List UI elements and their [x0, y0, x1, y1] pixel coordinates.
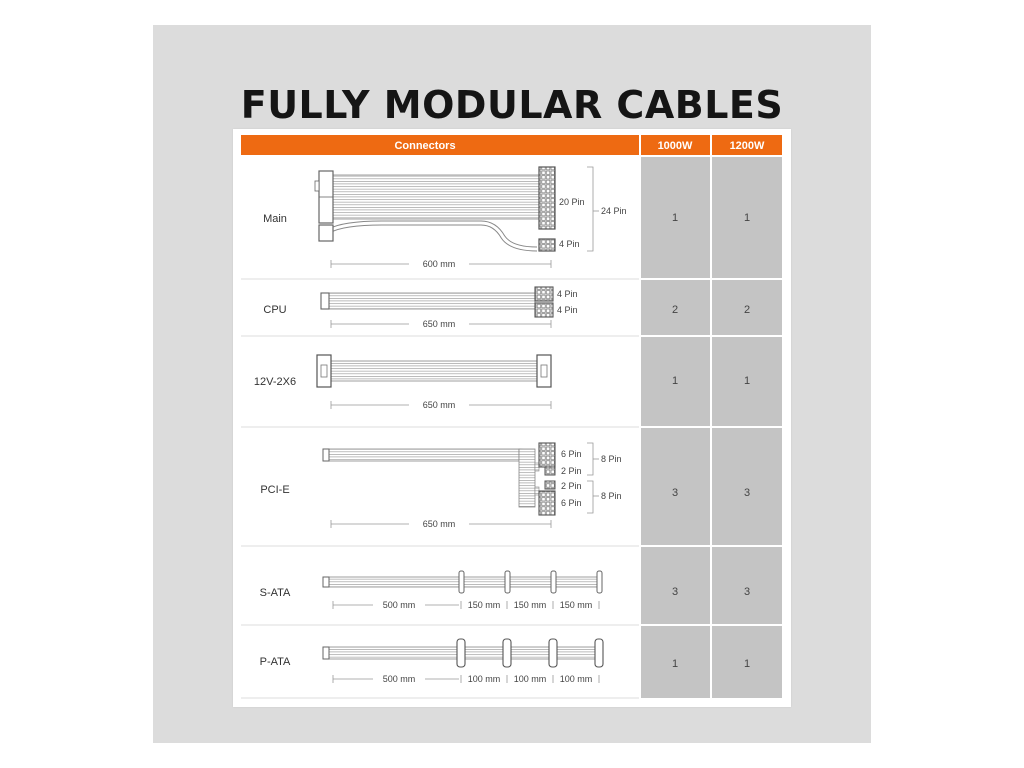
- product-panel: [153, 25, 871, 743]
- sata-length-seg-2: 150 mm: [513, 600, 547, 610]
- pcie-6pin-connector-top: [539, 443, 555, 467]
- pcie-cable-illustration: [323, 443, 599, 528]
- main-24pin-label: 24 Pin: [601, 206, 627, 216]
- pata-length-main: 500 mm: [382, 674, 416, 684]
- pcie-6pin-label-bottom: 6 Pin: [561, 498, 582, 508]
- 12v2x6-length-label: 650 mm: [422, 400, 456, 410]
- pcie-length-label: 650 mm: [422, 519, 456, 529]
- pcie-2pin-connector-bottom: [545, 481, 555, 489]
- main-1000w-count: 1: [671, 212, 679, 224]
- pata-connector-2: [503, 639, 511, 667]
- row-name-main: Main: [263, 213, 287, 225]
- main-cable-illustration: [315, 167, 599, 268]
- sata-connector-1: [459, 571, 464, 593]
- cpu-4pin-label-top: 4 Pin: [557, 289, 578, 299]
- 12v2x6-1000w-count: 1: [671, 375, 679, 387]
- 12v2x6-1200w-count: 1: [743, 375, 751, 387]
- sata-length-main: 500 mm: [382, 600, 416, 610]
- sata-connector-3: [551, 571, 556, 593]
- header-connectors-label: Connectors: [394, 140, 456, 152]
- pata-1200w-count: 1: [743, 658, 751, 670]
- main-4pin-connector: [539, 239, 555, 251]
- pcie-left-connector: [323, 449, 329, 461]
- pata-1000w-count: 1: [671, 658, 679, 670]
- row-name-12v2x6: 12V-2X6: [253, 376, 297, 388]
- sata-connector-4: [597, 571, 602, 593]
- sata-1200w-count: 3: [743, 586, 751, 598]
- main-4pin-label: 4 Pin: [559, 239, 580, 249]
- main-4pin-left-connector: [319, 225, 333, 241]
- main-1200w-count: 1: [743, 212, 751, 224]
- cable-spec-graphic: [233, 129, 791, 707]
- pcie-1200w-count: 3: [743, 487, 751, 499]
- cpu-left-connector: [321, 293, 329, 309]
- row-name-cpu: CPU: [263, 304, 287, 316]
- cable-spec-table: [233, 129, 791, 707]
- pata-connector-4: [595, 639, 603, 667]
- pcie-2pin-connector-top: [545, 467, 555, 475]
- page-title: FULLY MODULAR CABLES: [240, 83, 784, 127]
- main-20pin-label: 20 Pin: [559, 197, 585, 207]
- pcie-6pin-connector-bottom: [539, 491, 555, 515]
- cpu-4pin-connector-bottom: [535, 303, 553, 317]
- row-name-sata: S-ATA: [259, 587, 291, 599]
- cpu-length-label: 650 mm: [422, 319, 456, 329]
- sata-length-seg-3: 150 mm: [559, 600, 593, 610]
- cpu-1200w-count: 2: [743, 304, 751, 316]
- pata-length-seg-3: 100 mm: [559, 674, 593, 684]
- pcie-8pin-label-bottom: 8 Pin: [601, 491, 622, 501]
- sata-connector-2: [505, 571, 510, 593]
- row-name-pcie: PCI-E: [260, 484, 290, 496]
- pata-length-seg-2: 100 mm: [513, 674, 547, 684]
- header-1200w-label: 1200W: [729, 140, 765, 152]
- pata-length-seg-1: 100 mm: [467, 674, 501, 684]
- sata-left-connector: [323, 577, 329, 587]
- row-name-pata: P-ATA: [259, 656, 291, 668]
- header-1000w-label: 1000W: [657, 140, 693, 152]
- pata-connector-3: [549, 639, 557, 667]
- pata-connector-1: [457, 639, 465, 667]
- main-length-label: 600 mm: [422, 259, 456, 269]
- cpu-1000w-count: 2: [671, 304, 679, 316]
- main-20pin-connector: [539, 167, 555, 229]
- sata-1000w-count: 3: [671, 586, 679, 598]
- pcie-2pin-label-bottom: 2 Pin: [561, 481, 582, 491]
- sata-length-seg-1: 150 mm: [467, 600, 501, 610]
- pata-left-connector: [323, 647, 329, 659]
- pcie-8pin-label-top: 8 Pin: [601, 454, 622, 464]
- wattage-cells: [641, 157, 782, 698]
- pcie-6pin-label-top: 6 Pin: [561, 449, 582, 459]
- pcie-2pin-label-top: 2 Pin: [561, 466, 582, 476]
- cpu-4pin-connector-top: [535, 287, 553, 301]
- pcie-1000w-count: 3: [671, 487, 679, 499]
- cpu-4pin-label-bottom: 4 Pin: [557, 305, 578, 315]
